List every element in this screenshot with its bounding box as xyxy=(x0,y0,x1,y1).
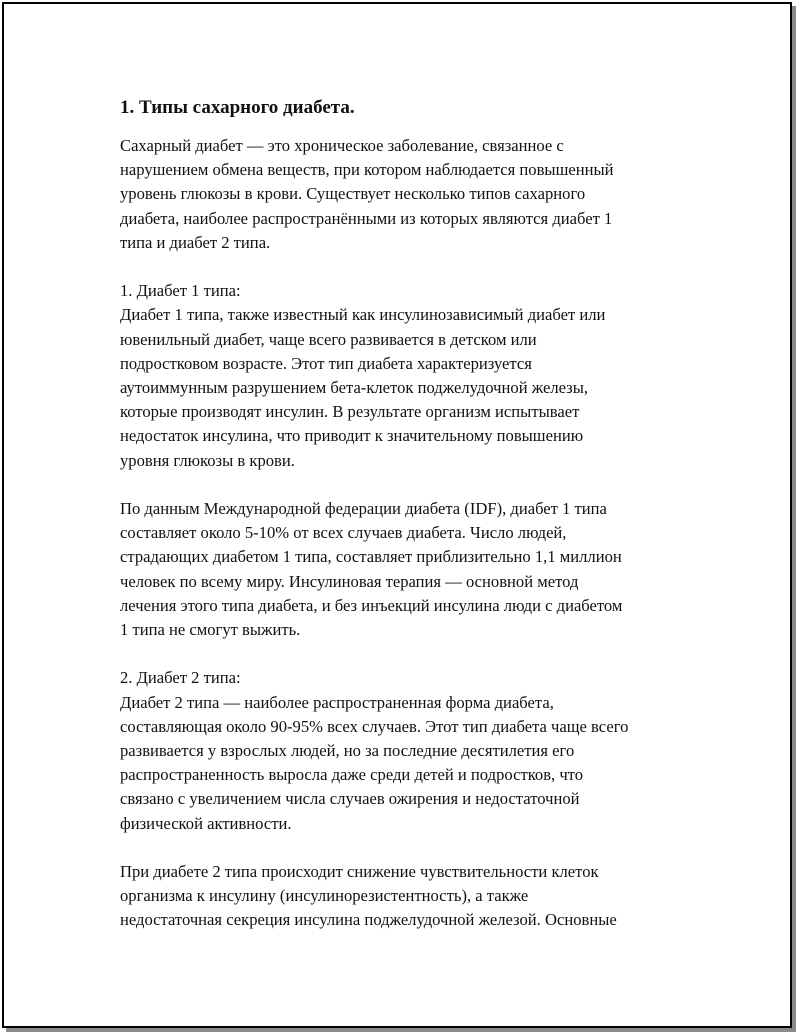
section-title: 1. Типы сахарного диабета. xyxy=(120,97,355,118)
paragraph-spacer xyxy=(120,836,692,860)
document-body xyxy=(120,96,692,933)
paragraph-spacer xyxy=(120,255,692,279)
type1-paragraph: 1. Диабет 1 типа: Диабет 1 типа, также известный как инсулинозависимый диабет или ювенильный диабет, чаще всего развивается в детском или подростковом возрасте. Этот тип диабета характеризуется аутоиммунным разрушением бета-клеток поджелудочной железы, которые производят инсулин. В результате организм испытывает недостаток инсулина, что приводит к значительному повышению уровня глюкозы в крови. xyxy=(120,281,606,470)
type2-mechanism-paragraph: При диабете 2 типа происходит снижение чувствительности клеток организма к инсулину (инсулинорезистентность), а также недостаточная секреция инсулина поджелудочной железой. Основные xyxy=(120,862,617,930)
paragraph-spacer xyxy=(120,473,692,497)
paragraph-spacer xyxy=(120,642,692,666)
type1-statistics-paragraph: По данным Международной федерации диабета (IDF), диабет 1 типа составляет около 5-10% от всех случаев диабета. Число людей, страдающих диабетом 1 типа, составляет приблизительно 1,1 миллион человек по всему миру. Инсулиновая терапия — основной метод лечения этого типа диабета, и без инъекций инсулина люди с диабетом 1 типа не смогут выжить. xyxy=(120,499,623,640)
type2-paragraph: 2. Диабет 2 типа: Диабет 2 типа — наиболее распространенная форма диабета, составляющая около 90-95% всех случаев. Этот тип диабета чаще всего развивается у взрослых людей, но за последние десятилетия его распространенность выросла даже среди детей и подростков, что связано с увеличением числа случаев ожирения и недостаточной физической активности. xyxy=(120,668,629,833)
document-page xyxy=(2,2,792,1028)
intro-paragraph: Сахарный диабет — это хроническое заболевание, связанное с нарушением обмена веществ, при котором наблюдается повышенный уровень глюкозы в крови. Существует несколько типов сахарного диабета, наиболее распространёнными из которых являются диабет 1 типа и диабет 2 типа. xyxy=(120,136,614,252)
